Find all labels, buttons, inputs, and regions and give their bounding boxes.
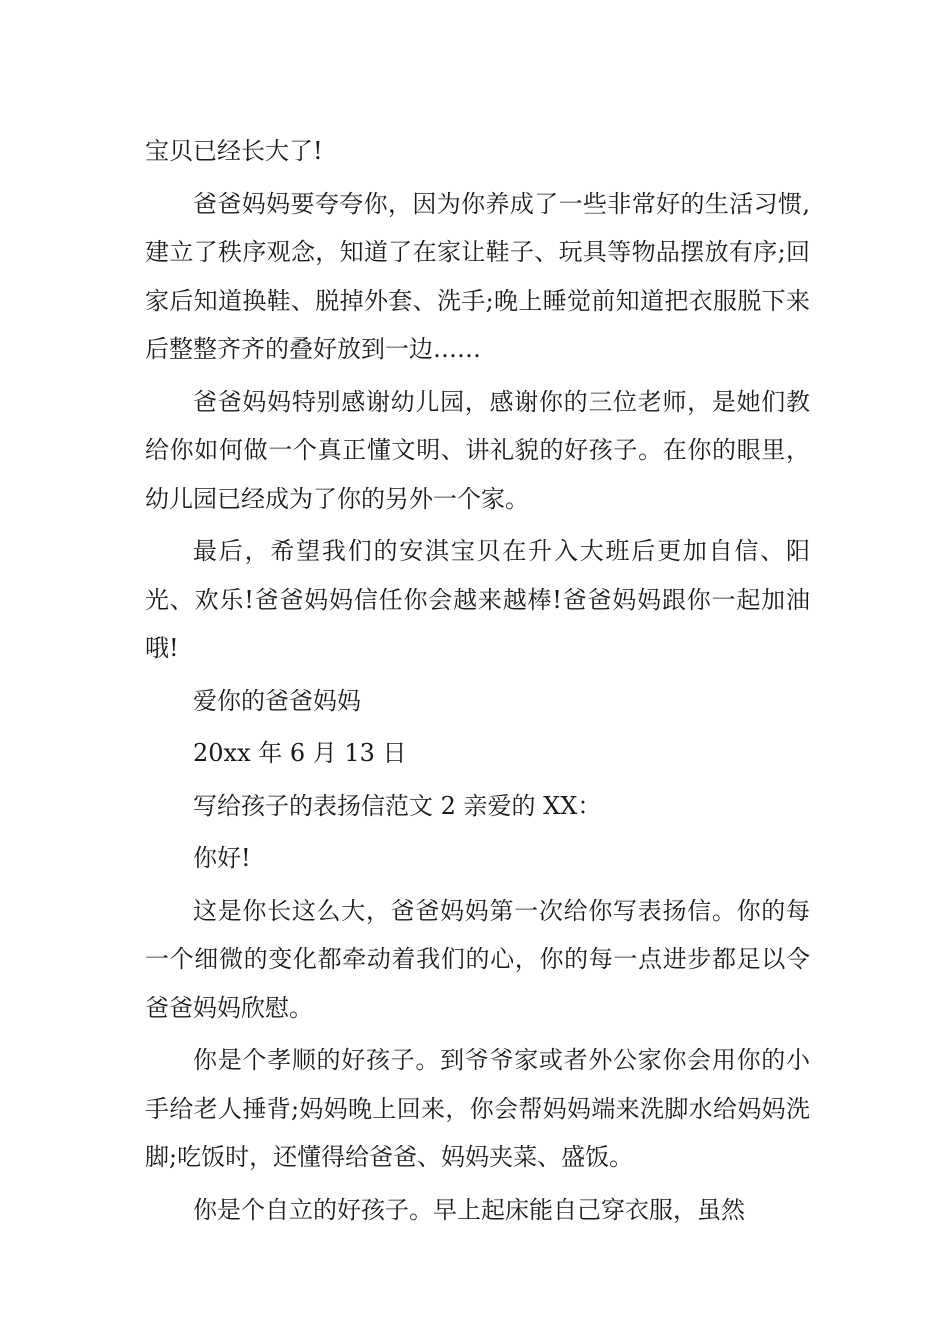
section-heading-line: 写给孩子的表扬信范文 2 亲爱的 XX： <box>193 791 602 820</box>
date-line: 20xx 年 6 月 13 日 <box>193 739 407 767</box>
paragraph-3: 爸爸妈妈特别感谢幼儿园，感谢你的三位老师，是她们教给你如何做一个真正懂文明、讲礼貌的好孩子。在你的眼里，幼儿园已经成为了你的另外一个家。 <box>145 387 810 513</box>
greeting-line: 你好! <box>193 844 251 872</box>
paragraph-9: 这是你长这么大，爸爸妈妈第一次给你写表扬信。你的每一个细微的变化都牵动着我们的心，你的每一点进步都足以令爸爸妈妈欣慰。 <box>145 896 810 1022</box>
paragraph-10: 你是个孝顺的好孩子。到爷爷家或者外公家你会用你的小手给老人捶背;妈妈晚上回来，你会帮妈妈端来洗脚水给妈妈洗脚;吃饭时，还懂得给爸爸、妈妈夹菜、盛饭。 <box>145 1046 810 1171</box>
paragraph-11: 你是个自立的好孩子。早上起床能自己穿衣服，虽然 <box>193 1195 745 1224</box>
paragraph-2: 爸爸妈妈要夸夸你，因为你养成了一些非常好的生活习惯,建立了秩序观念，知道了在家让鞋子、玩具等物品摆放有序;回家后知道换鞋、脱掉外套、洗手;晚上睡觉前知道把衣服脱下来后整整齐齐的叠好放到一边…… <box>145 189 810 363</box>
paragraph-1: 宝贝已经长大了! <box>145 137 323 165</box>
signature-line: 爱你的爸爸妈妈 <box>193 686 361 715</box>
letter-body <box>145 127 810 1238</box>
paragraph-4: 最后，希望我们的安淇宝贝在升入大班后更加自信、阳光、欢乐!爸爸妈妈信任你会越来越棒!爸爸妈妈跟你一起加油哦! <box>145 537 810 662</box>
